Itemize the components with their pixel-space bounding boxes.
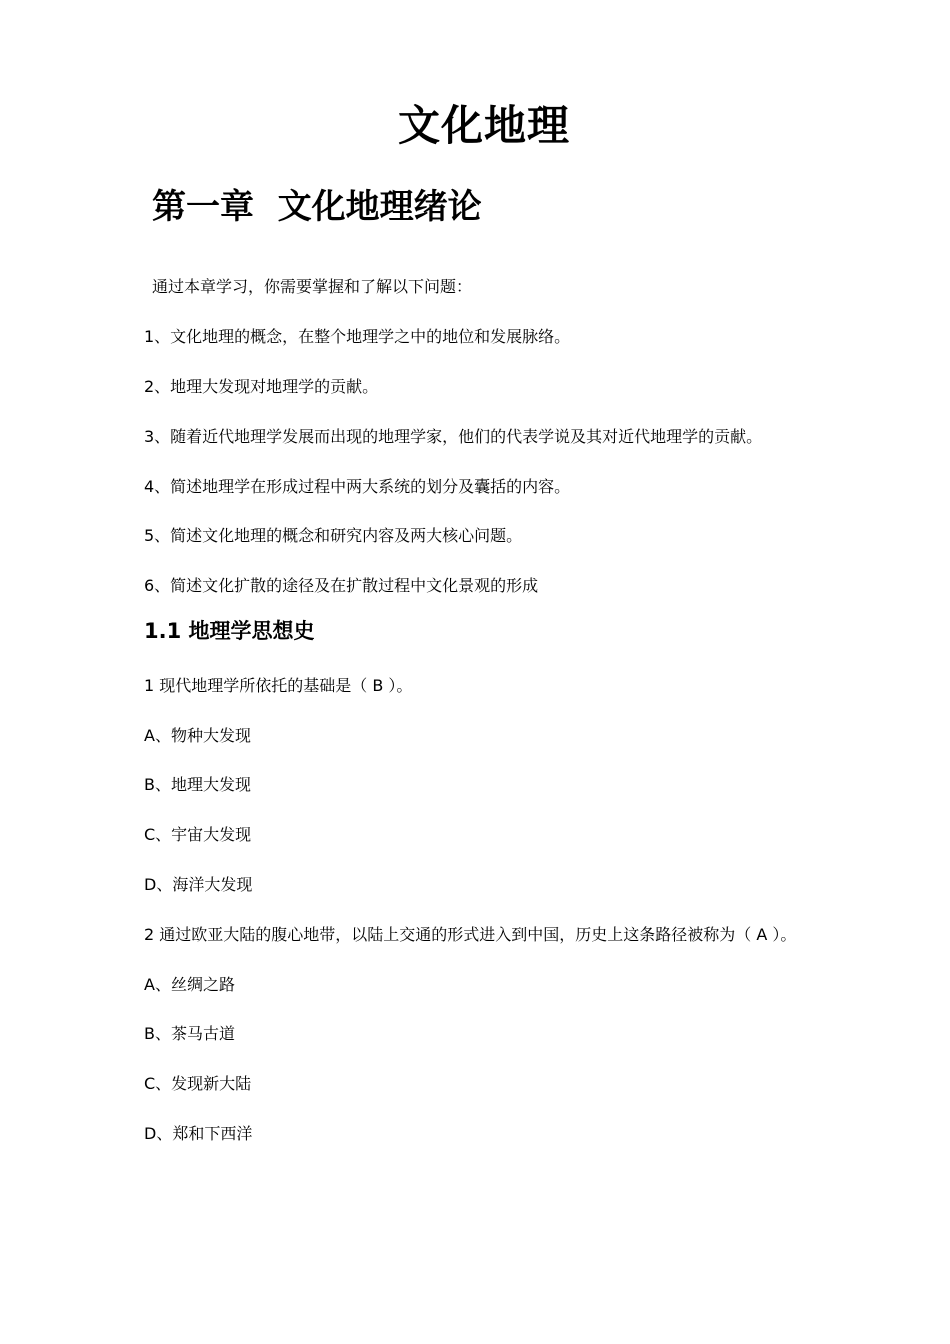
- question-1-stem: 1 现代地理学所依托的基础是（ B ）。: [144, 676, 413, 695]
- document-title: 文化地理: [397, 101, 570, 150]
- question-1-option-d: D、海洋大发现: [144, 875, 253, 894]
- chapter-title: 第一章 文化地理绪论: [152, 187, 482, 227]
- question-2-option-d: D、郑和下西洋: [144, 1124, 253, 1143]
- section-heading: 1.1 地理学思想史: [144, 619, 315, 643]
- question-2-option-b: B、茶马古道: [144, 1024, 235, 1043]
- question-1-option-b: B、地理大发现: [144, 775, 251, 794]
- objective-item-4: 4、简述地理学在形成过程中两大系统的划分及囊括的内容。: [144, 477, 571, 496]
- objective-item-2: 2、地理大发现对地理学的贡献。: [144, 377, 379, 396]
- question-1-option-a: A、物种大发现: [144, 726, 251, 745]
- objective-item-3: 3、随着近代地理学发展而出现的地理学家，他们的代表学说及其对近代地理学的贡献。: [144, 427, 763, 446]
- question-2-option-a: A、丝绸之路: [144, 975, 235, 994]
- question-1-option-c: C、宇宙大发现: [144, 825, 252, 844]
- intro-text: 通过本章学习，你需要掌握和了解以下问题：: [152, 277, 473, 296]
- objective-item-1: 1、文化地理的概念，在整个地理学之中的地位和发展脉络。: [144, 327, 571, 346]
- objective-item-5: 5、简述文化地理的概念和研究内容及两大核心问题。: [144, 526, 523, 545]
- question-2-stem: 2 通过欧亚大陆的腹心地带，以陆上交通的形式进入到中国，历史上这条路径被称为（ A ）。: [144, 925, 797, 944]
- objective-item-6: 6、简述文化扩散的途径及在扩散过程中文化景观的形成: [144, 576, 539, 595]
- question-2-option-c: C、发现新大陆: [144, 1074, 252, 1093]
